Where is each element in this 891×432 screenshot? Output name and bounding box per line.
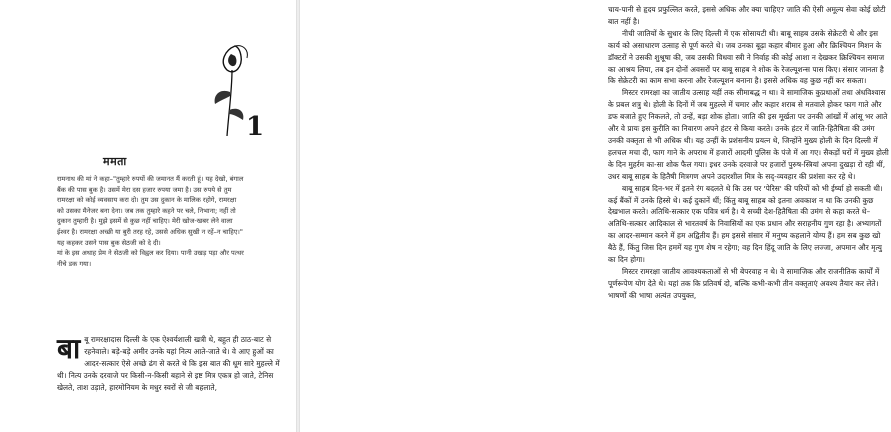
drop-cap: बा [57, 332, 81, 365]
body-text-right [608, 4, 891, 302]
paragraph: मिस्टर रामरक्षा का जातीय उत्साह यहीं तक सीमाबद्ध न था। वे सामाजिक कुप्रथाओं तथा अंधविश्वास के प्रबल शत्रु थे। होली के दिनों में जब मुहल्ले में चमार और कहार शराब से मतवाले होकर फाग गाते और डफ बजाते हुए निकलते, तो उन्हें, बड़ा शोक होता। जाति की इस मूर्खता पर उनकी आंखों में आंसू भर आते और वे प्रायः इस कुरीति का निवारण अपने हंटर से किया करते। उनके हंटर में जाति-हितैषिता की उमंग उनकी वक्तृता से भी अधिक थी। यह उन्हीं के प्रशंसनीय प्रयत्न थे, जिन्होंने मुख्य होली के दिन दिल्ली में हलचल मचा दी, फाग गाने के अपराध में हजारों आदमी पुलिस के पंजे में आ गए। सैकड़ों घरों में मुख्य होली के दिन मुहर्रम का-सा शोक फैल गया। इधर उनके दरवाजे पर हजारों पुरुष-स्त्रियां अपना दुखड़ा रो रही थीं, उधर बाबू साहब के हितैषी मित्रगण अपने उदारशील मित्र के सद्-व्यवहार की प्रशंसा कर रहे थे। [608, 88, 889, 181]
chapter-number: 1 [246, 112, 265, 142]
excerpt-paragraph: मां के इस अथाह प्रेम ने सेठजी को विह्वल कर दिया। पानी उखड़ पड़ा और पत्थर नीचे डक गया। [57, 249, 244, 268]
left-page [0, 0, 296, 432]
body-text-left [57, 334, 283, 394]
excerpt-paragraph: रामनाथ की मां ने कहा–"तुम्हारे रुपयों की जमानत मैं करती हूं। यह देखो, बंगाल बैंक की पास बुक है। उसमें मेरा दस हजार रुपया जमा है। उस रुपये से तुम रामरक्षा को कोई व्यवसाय करा दो। तुम उस दुकान के मालिक रहोगे, रामरक्षा को उसका मैनेजर बना देना। जब तक तुम्हारे कहने पर चले, निभाना; नहीं तो दुकान तुम्हारी है। मुझे इसमें से कुछ नहीं चाहिए। मेरी खोज-खबर लेने वाला ईश्वर है। रामरक्षा अच्छी या बुरी तरह रहे, उससे अधिक सुखी न रहें–न चाहिए।" यह कहकर उसने पास बुक सेठजी को दे दी। [57, 175, 244, 247]
paragraph: मिस्टर रामरक्षा जातीय आवश्यकताओं से भी बेपरवाह न थे। वे सामाजिक और राजनीतिक कार्यों में पूर्णरूपेण योग देते थे। यहां तक कि प्रतिवर्ष दो, बल्कि कभी-कभी तीन वक्तृताएं अवश्य तैयार कर लेते। भाषणों की भाषा अत्यंत उपयुक्त, [608, 266, 880, 300]
right-page [300, 0, 889, 432]
chapter-excerpt [57, 174, 245, 269]
opening-paragraph [57, 334, 283, 394]
chapter-title: ममता [103, 155, 127, 168]
opening-paragraph-text: बू रामरक्षादास दिल्ली के एक ऐश्वर्यशाली खत्री थे, बहुत ही ठाठ-बाट से रहनेवाले। बड़े-बड़े अमीर उनके यहां नित्य आते-जाते थे। वे आए हुओं का आदर-सत्कार ऐसे अच्छे ढंग से करते थे कि इस बात की धूम सारे मुहल्ले में थी। नित्य उनके दरवाजे पर किसी-न-किसी बहाने से इष्ट मित्र एकत्र हो जाते, टेनिस खेलते, ताश उड़ाते, हारमोनियम के मधुर स्वरों से जी बहलाते, [57, 335, 280, 392]
paragraph: चाय-पानी से हृदय प्रफुल्लित करते, इससे अधिक और क्या चाहिए? जाति की ऐसी अमूल्य सेवा कोई छोटी बात नहीं है। [608, 5, 886, 26]
paragraph: बाबू साहब दिन-भर में इतने रंग बदलते थे कि उस पर 'पेरिस' की परियों को भी ईर्ष्या हो सकती थी। कई बैंकों में उनके हिस्से थे। कई दुकानें थीं; किंतु बाबू साहब को इतना अवकाश न था कि उनकी कुछ देखभाल करते। अतिथि-सत्कार एक पवित्र धर्म है। ये सच्ची देश-हितैषिता की उमंग से कहा करते थे–अतिथि-सत्कार आदिकाल से भारतवर्ष के निवासियों का एक प्रधान और सराहनीय गुण रहा है। अभ्यागतों का आदर-सम्मान करने में हम अद्वितीय हैं। हम इससे संसार में मनुष्य कहलाने योग्य हैं। हम सब कुछ खो बैठे हैं, किंतु जिस दिन हममें यह गुण शेष न रहेगा; वह दिन हिंदू जाति के लिए लज्जा, अपमान और मृत्यु का दिन होगा। [608, 183, 883, 265]
paragraph: नीची जातियों के सुधार के लिए दिल्ली में एक सोसायटी थी। बाबू साहब उसके सेक्रेटरी थे और इस कार्य को असाधारण उत्साह से पूर्ण करते थे। जब उनका बूढ़ा कहार बीमार हुआ और क्रिश्चियन मिशन के डॉक्टरों ने उसकी शुश्रूषा की, जब उसकी विधवा स्त्री ने निर्वाह की कोई आशा न देखकर क्रिश्चियन समाज का आश्रय लिया, तब इन दोनों अवसरों पर बाबू साहब ने शोक के रेजल्यूशन्स पास किए। संसार जानता है कि सेक्रेटरी का काम सभा करना और रेजल्यूशन बनाना है। इससे अधिक वह कुछ नहीं कर सकता। [608, 28, 885, 86]
